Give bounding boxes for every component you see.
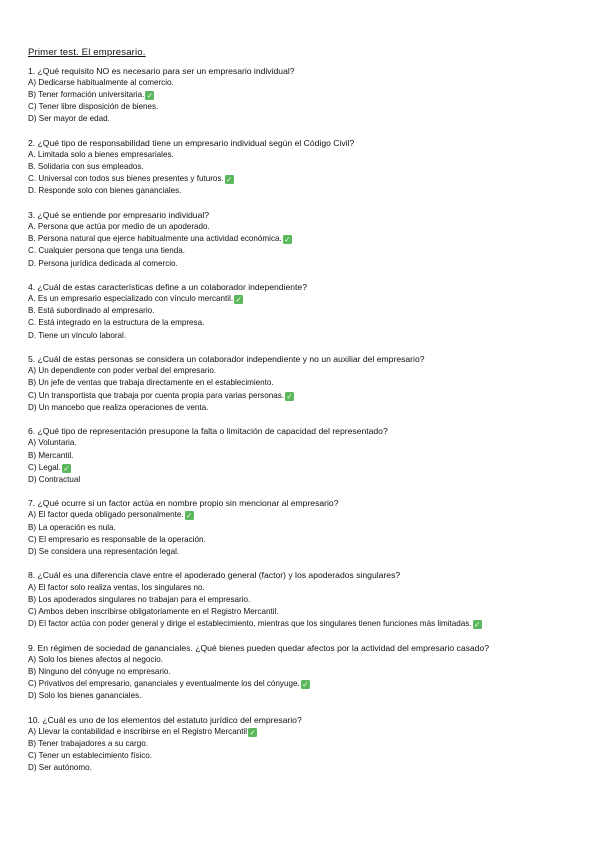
answer-option-text: B. Solidaria con sus empleados.: [28, 162, 144, 172]
answer-option-text: C) Legal.: [28, 462, 61, 472]
answer-option: [28, 185, 588, 197]
document-title: Primer test. El empresario.: [28, 47, 146, 58]
answer-option: [28, 317, 588, 329]
answer-option-text: A) Voluntaria.: [28, 438, 77, 448]
answer-option-text: C) Ambos deben inscribirse obligatoriamente en el Registro Mercantil.: [28, 606, 279, 616]
answer-option-text: A) Solo los bienes afectos al negocio.: [28, 654, 163, 664]
answer-option-text: D) Un mancebo que realiza operaciones de venta.: [28, 402, 209, 412]
answer-option: [28, 437, 588, 449]
check-mark-icon: ✓: [226, 175, 233, 185]
answer-option-text: B) Los apoderados singulares no trabajan para el empresario.: [28, 594, 251, 604]
answer-option: [28, 149, 588, 161]
answer-option: [28, 377, 588, 389]
answer-option: [28, 462, 588, 474]
answer-option: [28, 101, 588, 113]
question-block: [28, 569, 588, 629]
answer-option: [28, 245, 588, 257]
answer-option-text: D) Se considera una representación legal.: [28, 546, 180, 556]
answer-option-text: B. Persona natural que ejerce habitualmente una actividad económica.: [28, 234, 282, 244]
answer-option-text: A. Es un empresario especializado con vínculo mercantil.: [28, 294, 234, 304]
check-mark-icon: ✓: [186, 511, 193, 521]
answer-option: [28, 594, 588, 606]
answer-option: [28, 726, 588, 738]
answer-option-text: A. Limitada solo a bienes empresariales.: [28, 150, 174, 160]
question-text: 7. ¿Qué ocurre si un factor actúa en nombre propio sin mencionar al empresario?: [28, 498, 339, 509]
answer-option-text: B) La operación es nula.: [28, 522, 116, 532]
answer-option: [28, 365, 588, 377]
answer-option-text: C. Cualquier persona que tenga una tienda.: [28, 246, 186, 256]
answer-option: [28, 402, 588, 414]
question-text: 6. ¿Qué tipo de representación presupone la falta o limitación de capacidad del representado?: [28, 426, 388, 437]
answer-option: [28, 690, 588, 702]
answer-option-text: D) El factor actúa con poder general y dirige el establecimiento, mientras que los singulares tienen funciones más limitadas.: [28, 618, 472, 628]
check-mark-icon: ✓: [473, 619, 481, 629]
answer-option-text: B) Tener trabajadores a su cargo.: [28, 738, 148, 748]
answer-option: [28, 654, 588, 666]
answer-option-text: C) Tener libre disposición de bienes.: [28, 102, 159, 112]
answer-option: [28, 305, 588, 317]
question-list: [28, 65, 588, 774]
document-page: [28, 47, 588, 786]
answer-option: [28, 89, 588, 101]
question-block: [28, 65, 588, 125]
answer-option: [28, 534, 588, 546]
answer-option-text: D. Persona jurídica dedicada al comercio.: [28, 258, 178, 268]
answer-option: [28, 474, 588, 486]
answer-option-text: D) Ser mayor de edad.: [28, 114, 110, 124]
answer-option: [28, 390, 588, 402]
answer-option: [28, 606, 588, 618]
answer-option-text: B) Mercantil.: [28, 450, 74, 460]
answer-option-text: B) Tener formación universitaria.: [28, 90, 145, 100]
answer-option: [28, 678, 588, 690]
answer-option: [28, 738, 588, 750]
answer-option-text: C) Un transportista que trabaja por cuenta propia para varias personas.: [28, 390, 284, 400]
question-text: 2. ¿Qué tipo de responsabilidad tiene un empresario individual según el Código Civil?: [28, 138, 355, 149]
answer-option-text: A) El factor solo realiza ventas, los singulares no.: [28, 582, 205, 592]
answer-option-text: B) Ninguno del cónyuge no empresario.: [28, 666, 171, 676]
answer-option: [28, 618, 588, 630]
answer-option: [28, 450, 588, 462]
answer-option-text: D. Tiene un vínculo laboral.: [28, 330, 127, 340]
check-mark-icon: ✓: [249, 727, 256, 737]
question-block: [28, 714, 588, 774]
answer-option-text: A) El factor queda obligado personalmente.: [28, 510, 184, 520]
answer-option: [28, 221, 588, 233]
answer-option: [28, 113, 588, 125]
question-text: 5. ¿Cuál de estas personas se considera un colaborador independiente y no un auxiliar del empresario?: [28, 354, 425, 365]
answer-option-text: C) Privativos del empresario, gananciales y eventualmente los del cónyuge.: [28, 678, 300, 688]
question-text: 9. En régimen de sociedad de gananciales. ¿Qué bienes pueden quedar afectos por la actividad del empresario casado?: [28, 642, 490, 653]
answer-option: [28, 522, 588, 534]
question-block: [28, 137, 588, 197]
answer-option: [28, 233, 588, 245]
question-text: 1. ¿Qué requisito NO es necesario para ser un empresario individual?: [28, 66, 295, 76]
answer-option-text: C) Tener un establecimiento físico.: [28, 750, 153, 760]
answer-option-text: A) Dedicarse habitualmente al comercio.: [28, 78, 174, 88]
answer-option: [28, 173, 588, 185]
answer-option-text: A. Persona que actúa por medio de un apoderado.: [28, 222, 210, 232]
question-block: [28, 425, 588, 485]
answer-option: [28, 509, 588, 521]
answer-option-text: D) Ser autónomo.: [28, 762, 92, 772]
question-block: [28, 353, 588, 413]
answer-option: [28, 546, 588, 558]
check-mark-icon: ✓: [302, 679, 309, 689]
answer-option-text: D. Responde solo con bienes gananciales.: [28, 186, 182, 196]
check-mark-icon: ✓: [286, 391, 293, 401]
check-mark-icon: ✓: [235, 295, 242, 305]
question-text: 8. ¿Cuál es una diferencia clave entre el apoderado general (factor) y los apoderados singulares?: [28, 570, 401, 581]
answer-option: [28, 77, 588, 89]
answer-option: [28, 293, 588, 305]
answer-option: [28, 161, 588, 173]
question-text: 10. ¿Cuál es uno de los elementos del estatuto jurídico del empresario?: [28, 714, 302, 725]
question-block: [28, 281, 588, 341]
answer-option: [28, 750, 588, 762]
answer-option: [28, 330, 588, 342]
answer-option-text: A) Un dependiente con poder verbal del empresario.: [28, 366, 217, 376]
question-block: [28, 642, 588, 702]
answer-option: [28, 666, 588, 678]
question-block: [28, 497, 588, 557]
answer-option: [28, 582, 588, 594]
answer-option-text: D) Solo los bienes gananciales.: [28, 690, 142, 700]
question-text: 3. ¿Qué se entiende por empresario individual?: [28, 210, 210, 221]
answer-option: [28, 762, 588, 774]
question-block: [28, 209, 588, 269]
check-mark-icon: ✓: [146, 91, 153, 101]
answer-option-text: C. Está integrado en la estructura de la empresa.: [28, 318, 205, 328]
answer-option: [28, 258, 588, 270]
check-mark-icon: ✓: [284, 235, 291, 245]
question-text: 4. ¿Cuál de estas características define a un colaborador independiente?: [28, 282, 307, 293]
answer-option-text: D) Contractual: [28, 474, 81, 484]
check-mark-icon: ✓: [63, 463, 70, 473]
answer-option-text: C. Universal con todos sus bienes presentes y futuros.: [28, 174, 224, 184]
answer-option-text: A) Llevar la contabilidad e inscribirse en el Registro Mercantil: [28, 726, 248, 736]
answer-option-text: B. Está subordinado al empresario.: [28, 306, 155, 316]
answer-option-text: B) Un jefe de ventas que trabaja directamente en el establecimiento.: [28, 378, 274, 388]
answer-option-text: C) El empresario es responsable de la operación.: [28, 534, 206, 544]
